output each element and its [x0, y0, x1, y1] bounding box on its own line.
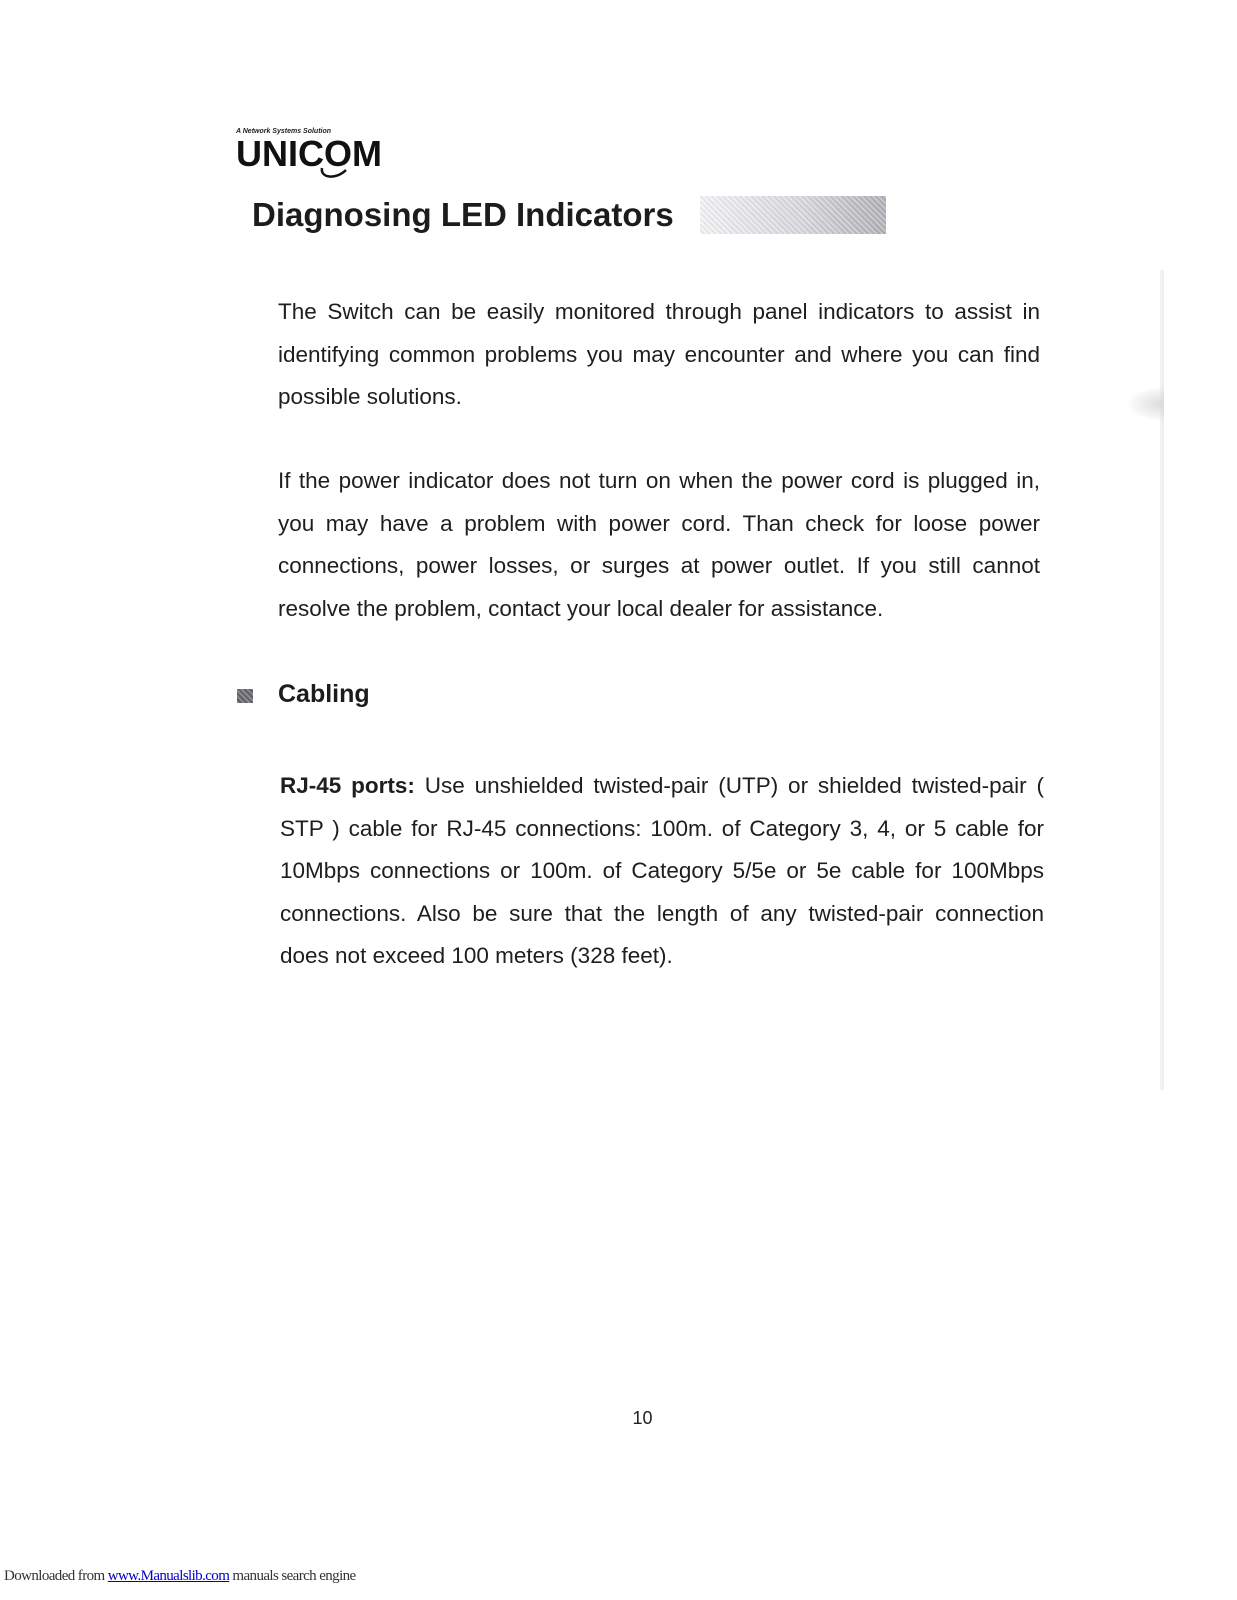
section-heading: Cabling: [278, 680, 370, 708]
page-title: Diagnosing LED Indicators: [252, 196, 674, 233]
logo-wordmark: UNICOM: [236, 134, 382, 174]
power-paragraph: If the power indicator does not turn on when the power cord is plugged in, you may have a problem with power cord. Than check for loose power connections, power losses, or surges at power outlet. If you still cannot resolve the problem, contact your local dealer for assistance.: [278, 468, 1040, 621]
cabling-paragraph: [280, 765, 1044, 978]
cabling-lead: RJ-45 ports:: [280, 773, 415, 798]
page-number: 10: [632, 1408, 653, 1428]
download-footer: [4, 1568, 356, 1585]
unicom-logo-mark: [236, 134, 412, 186]
intro-paragraph: The Switch can be easily monitored through panel indicators to assist in identifying common problems you may encounter and where you can find possible solutions.: [278, 299, 1040, 409]
footer-suffix: manuals search engine: [229, 1568, 356, 1584]
manualslib-link[interactable]: www.Manualslib.com: [107, 1568, 230, 1584]
scan-artifact: [1126, 386, 1164, 422]
title-decoration-bar: [700, 196, 886, 234]
logo-tagline: A Network Systems Solution: [236, 128, 332, 135]
footer-prefix: Downloaded from: [4, 1568, 108, 1584]
square-bullet-icon: [237, 689, 253, 703]
unicom-logo: [236, 128, 416, 184]
cabling-body: Use unshielded twisted-pair (UTP) or shielded twisted-pair ( STP ) cable for RJ-45 connections: 100m. of Category 3, 4, or 5 cable for 10Mbps connections or 100m. of Category 5/5e or 5e cable for 100Mbps connections. Also be sure that the length of any twisted-pair connection does not exceed 100 meters (328 feet).: [280, 773, 1044, 968]
